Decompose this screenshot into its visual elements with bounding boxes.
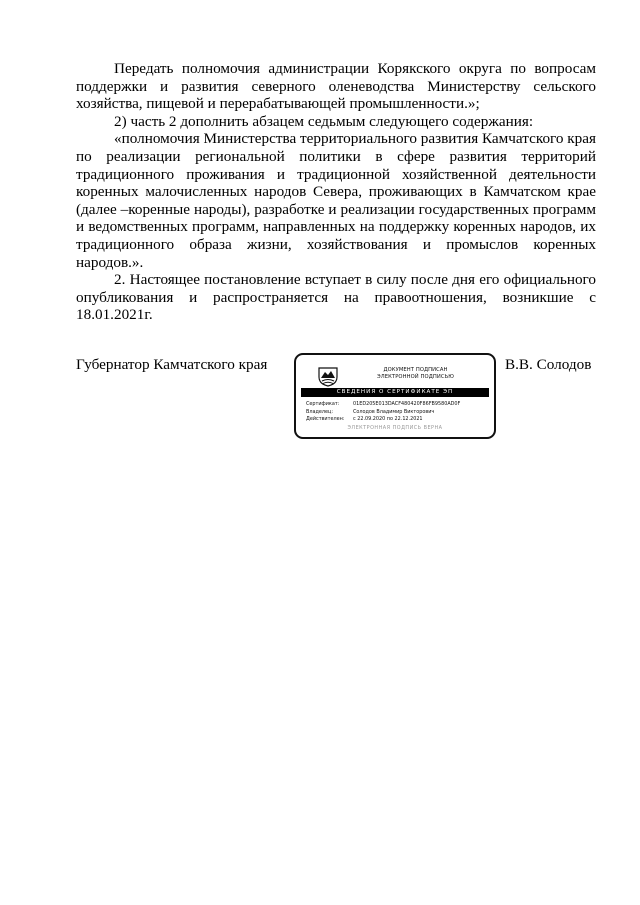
owner-label: Владелец: bbox=[306, 408, 333, 415]
signatory-position: Губернатор Камчатского края bbox=[76, 356, 268, 373]
stamp-header-line1: ДОКУМЕНТ ПОДПИСАН bbox=[383, 367, 448, 373]
certificate-value: 01ED205E013DACF480420F86FB9580AD0F bbox=[353, 401, 461, 407]
stamp-certificate-bar: СВЕДЕНИЯ О СЕРТИФИКАТЕ ЭП bbox=[301, 388, 489, 397]
stamp-header bbox=[348, 367, 483, 381]
electronic-signature-stamp bbox=[294, 353, 496, 439]
certificate-label: Сертификат: bbox=[306, 401, 340, 407]
paragraph-transfer-powers: Передать полномочия администрации Корякского округа по вопросам поддержки и развития северного оленеводства Министерству сельского хозяйства, пищевой и перерабатывающей промышленности.»; bbox=[76, 60, 596, 113]
stamp-row-owner bbox=[306, 409, 491, 417]
validity-label: Действителен: bbox=[306, 416, 345, 422]
owner-value: Солодов Владимир Викторович bbox=[353, 408, 435, 415]
stamp-header-line2: ЭЛЕКТРОННОЙ ПОДПИСЬЮ bbox=[377, 374, 454, 380]
stamp-details bbox=[306, 401, 491, 424]
paragraph-part-2-amendment: 2) часть 2 дополнить абзацем седьмым следующего содержания: bbox=[114, 112, 534, 130]
validity-value: с 22.09.2020 по 22.12.2021 bbox=[353, 416, 423, 422]
stamp-row-validity bbox=[306, 416, 491, 424]
paragraph-effective-date: 2. Настоящее постановление вступает в силу после дня его официального опубликования и распространяется на правоотношения, возникшие с 18.01.2021г. bbox=[76, 271, 596, 324]
paragraph-ministry-powers: «полномочия Министерства территориального развития Камчатского края по реализации региональной политики в сфере развития территорий традиционного проживания и традиционной хозяйственной деятельности коренных малочисленных народов Севера, проживающих в Камчатском крае (далее –коренные народы), разработке и реализации государственных программ и ведомственных программ, направленных на поддержку коренных народов, их традиционного образа жизни, хозяйствования и промыслов коренных народов.». bbox=[76, 130, 596, 271]
signatory-name: В.В. Солодов bbox=[505, 356, 592, 373]
coat-of-arms-icon bbox=[317, 365, 339, 387]
stamp-footer: ЭЛЕКТРОННАЯ ПОДПИСЬ ВЕРНА bbox=[347, 425, 443, 431]
document-body bbox=[76, 60, 596, 324]
stamp-row-certificate bbox=[306, 401, 491, 409]
